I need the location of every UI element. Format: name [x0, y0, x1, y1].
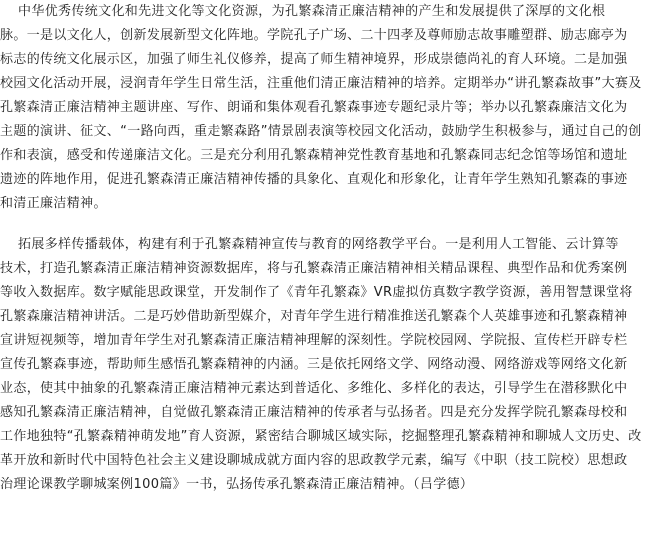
- text-line: 治理论课教学聊城案例100篇》一书，弘扬传承孔繁森清正廉洁精神。（吕学德）: [0, 477, 474, 492]
- text-line: 等收入数据库。数字赋能思政课堂，开发制作了《青年孔繁森》VR虚拟仿真数字教学资源，善用智慧课堂将: [0, 285, 633, 300]
- text-line: 感知孔繁森清正廉洁精神，自觉做孔繁森清正廉洁精神的传承者与弘扬者。四是充分发挥学院孔繁森母校和: [0, 405, 628, 420]
- text-line: 拓展多样传播载体，构建有利于孔繁森精神宣传与教育的网络教学平台。一是利用人工智能、云计算等: [18, 237, 619, 252]
- text-line: 校园文化活动开展，浸润青年学生日常生活，注重他们清正廉洁精神的培养。定期举办“讲孔繁森故事”大赛及: [0, 76, 642, 91]
- text-line: 中华优秀传统文化和先进文化等文化资源，为孔繁森清正廉洁精神的产生和发展提供了深厚的文化根: [18, 4, 606, 19]
- text-line: 业态，使其中抽象的孔繁森清正廉洁精神元素达到普适化、多维化、多样化的表达，引导学生在潜移默化中: [0, 381, 628, 396]
- text-line: 和清正廉洁精神。: [0, 196, 107, 211]
- text-line: 主题的演讲、征文、“一路向西，重走繁森路”情景剧表演等校园文化活动，鼓励学生积极参与，通过自己的创: [0, 124, 642, 139]
- text-line: 技术，打造孔繁森清正廉洁精神资源数据库，将与孔繁森清正廉洁精神相关精品课程、典型作品和优秀案例: [0, 261, 628, 276]
- text-line: 宣讲短视频等，增加青年学生对孔繁森清正廉洁精神理解的深刻性。学院校园网、学院报、宣传栏开辟专栏: [0, 333, 628, 348]
- text-line: 脉。一是以文化人，创新发展新型文化阵地。学院孔子广场、二十四孝及尊师励志故事雕塑群、励志廊亭为: [0, 28, 628, 43]
- text-line: 遗迹的阵地作用，促进孔繁森清正廉洁精神传播的具象化、直观化和形象化，让青年学生熟知孔繁森的事迹: [0, 172, 628, 187]
- text-line: 工作地独特“孔繁森精神萌发地”育人资源，紧密结合聊城区域实际，挖掘整理孔繁森精神和聊城人文历史、改: [0, 429, 642, 444]
- text-line: 作和表演，感受和传递廉洁文化。三是充分利用孔繁森精神党性教育基地和孔繁森同志纪念馆等场馆和遗址: [0, 148, 628, 163]
- text-line: 孔繁森廉洁精神讲活。二是巧妙借助新型媒介，对青年学生进行精准推送孔繁森个人英雄事迹和孔繁森精神: [0, 309, 628, 324]
- text-line: 标志的传统文化展示区，加强了师生礼仪修养，提高了师生精神境界，形成崇德尚礼的育人环境。二是加强: [0, 52, 628, 67]
- text-line: 孔繁森清正廉洁精神主题讲座、写作、朗诵和集体观看孔繁森事迹专题纪录片等；举办以孔繁森廉洁文化为: [0, 100, 628, 115]
- text-line: 革开放和新时代中国特色社会主义建设聊城成就方面内容的思政教学元素，编写《中职（技工院校）思想政: [0, 453, 628, 468]
- text-line: 宣传孔繁森事迹，帮助师生感悟孔繁森精神的内涵。三是依托网络文学、网络动漫、网络游戏等网络文化新: [0, 357, 628, 372]
